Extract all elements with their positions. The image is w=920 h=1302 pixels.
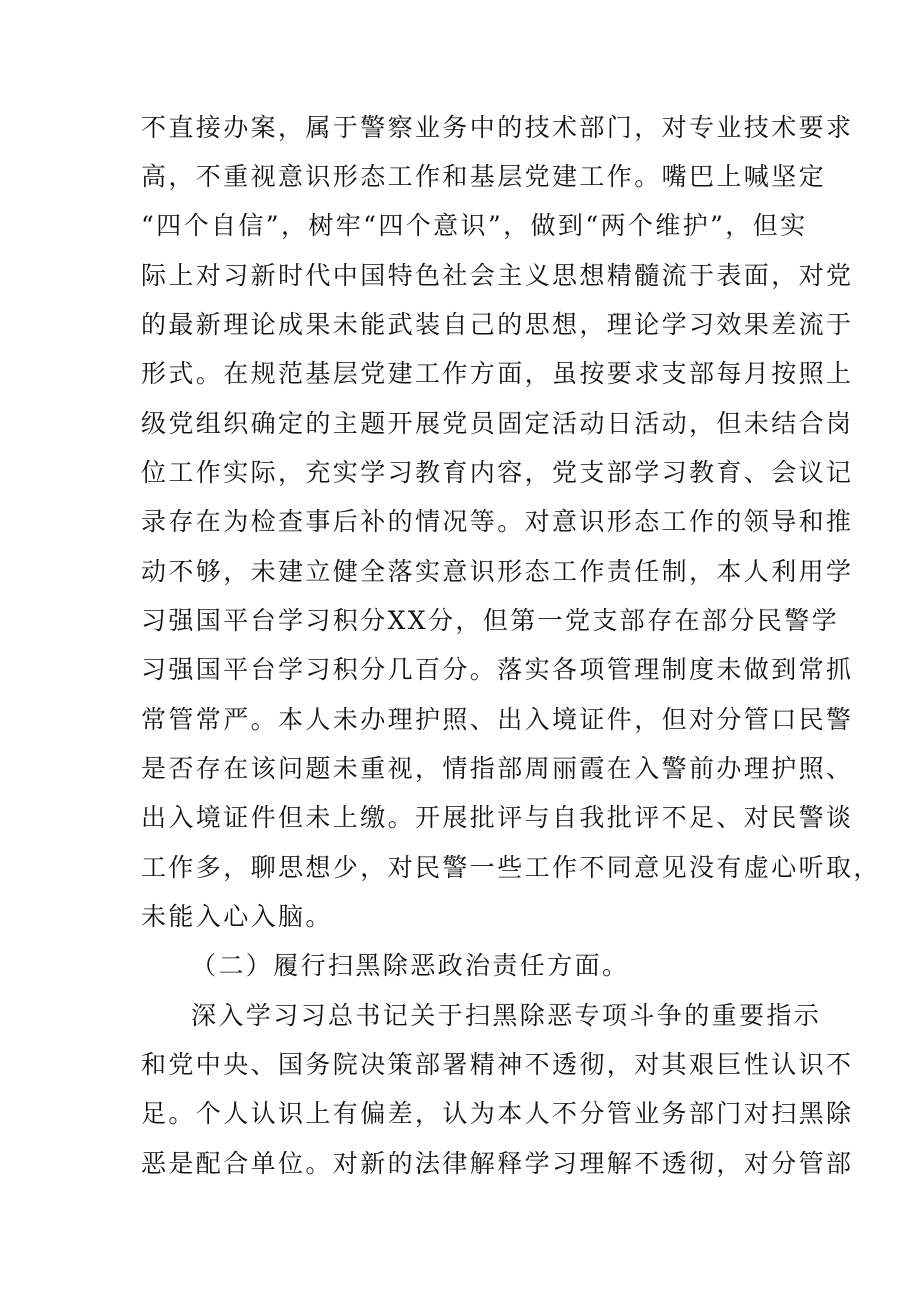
- text-line: 足。个人认识上有偏差，认为本人不分管业务部门对扫黑除: [141, 1099, 854, 1128]
- text-line: 高，不重视意识形态工作和基层党建工作。嘴巴上喊坚定: [141, 162, 827, 191]
- text-line: 录存在为检查事后补的情况等。对意识形态工作的领导和推: [141, 507, 854, 536]
- text-line: 出入境证件但未上缴。开展批评与自我批评不足、对民警谈: [141, 803, 854, 832]
- text-line: 常管常严。本人未办理护照、出入境证件，但对分管口民警: [141, 705, 854, 734]
- text-line: 不直接办案，属于警察业务中的技术部门，对专业技术要求: [141, 113, 854, 142]
- text-line: 工作多，聊思想少，对民警一些工作不同意见没有虚心听取，: [141, 853, 881, 882]
- text-line: 习强国平台学习积分XX分，但第一党支部存在部分民警学: [141, 606, 839, 635]
- text-line: 形式。在规范基层党建工作方面，虽按要求支部每月按照上: [141, 359, 854, 388]
- text-line: 恶是配合单位。对新的法律解释学习理解不透彻，对分管部: [141, 1149, 854, 1178]
- text-line: “四个自信”，树牢“四个意识”，做到“两个维护”，但实: [141, 211, 808, 240]
- text-line: 级党组织确定的主题开展党员固定活动日活动，但未结合岗: [141, 409, 854, 438]
- text-line: 和党中央、国务院决策部署精神不透彻，对其艰巨性认识不: [141, 1050, 854, 1079]
- text-line: 习强国平台学习积分几百分。落实各项管理制度未做到常抓: [141, 655, 854, 684]
- text-line: 的最新理论成果未能武装自己的思想，理论学习效果差流于: [141, 310, 854, 339]
- text-line: 是否存在该问题未重视，情指部周丽霞在入警前办理护照、: [141, 754, 854, 783]
- paragraph-last-line: 未能入心入脑。: [141, 902, 333, 931]
- paragraph-first-line: 深入学习习总书记关于扫黑除恶专项斗争的重要指示: [191, 1001, 822, 1030]
- text-line: 际上对习新时代中国特色社会主义思想精髓流于表面，对党: [141, 261, 854, 290]
- text-line: 位工作实际，充实学习教育内容，党支部学习教育、会议记: [141, 458, 854, 487]
- section-heading: （二）履行扫黑除恶政治责任方面。: [191, 951, 630, 980]
- text-line: 动不够，未建立健全落实意识形态工作责任制，本人利用学: [141, 557, 854, 586]
